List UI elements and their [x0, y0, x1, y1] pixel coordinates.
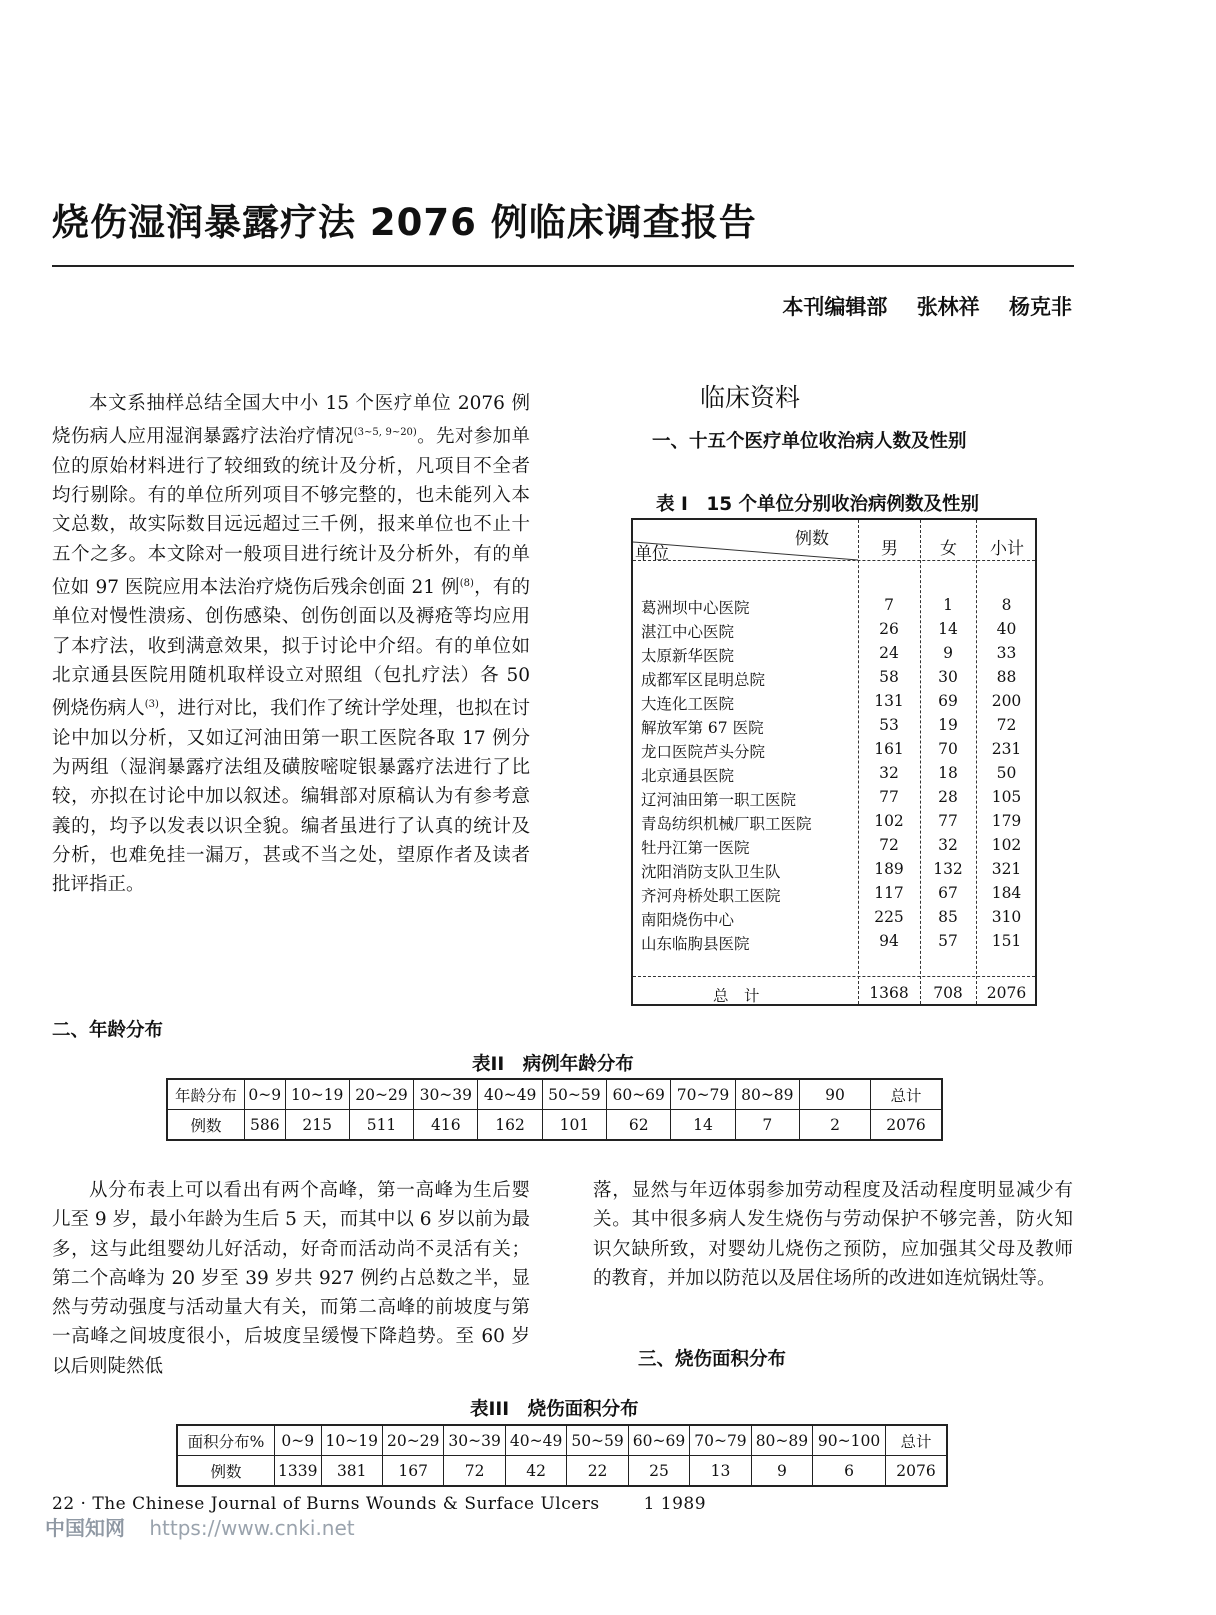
cell: 总计 — [871, 1079, 943, 1110]
cell: 102 — [991, 836, 1022, 854]
cell: 7 — [735, 1110, 799, 1141]
cell: 13 — [690, 1456, 751, 1487]
cell: 20~29 — [349, 1079, 413, 1110]
cell: 189 — [874, 860, 904, 878]
cell: 28 — [938, 788, 958, 806]
cell: 132 — [933, 860, 963, 878]
table-row — [633, 882, 1035, 906]
cell: 90~100 — [813, 1425, 886, 1456]
table-row — [177, 1456, 947, 1487]
cell: 例数 — [177, 1456, 275, 1487]
cell: 60~69 — [607, 1079, 671, 1110]
total-all: 2076 — [986, 984, 1027, 1002]
intro-text-b: 。先对参加单位的原始材料进行了较细致的统计及分析，凡项目不全者均行剔除。有的单位所列项目不够完整的，也未能列入本文总数，故实际数目远远超过三千例，报来单位也不止十五个之多。本文除对一般项目进行统计及分析外，有的单位如 97 医院应用本法治疗烧伤后残余创面 21 例 — [52, 426, 530, 599]
table-row — [633, 738, 1035, 762]
table-row — [633, 834, 1035, 858]
cell: 32 — [938, 836, 958, 854]
cell: 161 — [874, 740, 904, 758]
cell: 1339 — [275, 1456, 322, 1487]
cell: 总计 — [886, 1425, 948, 1456]
cell: 湛江中心医院 — [641, 623, 735, 641]
cell: 7 — [884, 596, 894, 614]
header-count: 例数 — [795, 529, 829, 549]
author-3: 杨克非 — [1009, 295, 1072, 319]
cell: 20~29 — [382, 1425, 443, 1456]
cell: 69 — [938, 692, 958, 710]
cell: 10~19 — [285, 1079, 349, 1110]
table-row — [633, 906, 1035, 930]
cell: 72 — [879, 836, 899, 854]
cell: 大连化工医院 — [641, 695, 735, 713]
citation: (8) — [459, 577, 474, 589]
cell: 94 — [879, 932, 899, 950]
cell: 北京通县医院 — [641, 767, 735, 785]
cell: 72 — [444, 1456, 505, 1487]
cell: 成都军区昆明总院 — [641, 671, 766, 689]
watermark-url[interactable]: https://www.cnki.net — [149, 1516, 355, 1540]
cell: 77 — [879, 788, 899, 806]
cell: 102 — [874, 812, 904, 830]
total-label: 总 计 — [713, 987, 760, 1005]
cell: 2076 — [871, 1110, 943, 1141]
table-row — [167, 1079, 942, 1110]
cell: 26 — [879, 620, 899, 638]
cell: 33 — [996, 644, 1017, 662]
header-male: 男 — [881, 539, 898, 559]
cell: 14 — [671, 1110, 735, 1141]
cell: 162 — [478, 1110, 542, 1141]
cell: 80~89 — [751, 1425, 812, 1456]
cell: 9 — [943, 644, 953, 662]
cell: 184 — [991, 884, 1022, 902]
cell: 18 — [938, 764, 958, 782]
table-row — [633, 930, 1035, 954]
intro-text-a: 本文系抽样总结全国大中小 15 个医疗单位 2076 例烧伤病人应用湿润暴露疗法治疗情况 — [52, 393, 530, 448]
cell: 30~39 — [444, 1425, 505, 1456]
table-row — [633, 762, 1035, 786]
cell: 青岛纺织机械厂职工医院 — [641, 815, 812, 833]
cell: 50 — [996, 764, 1017, 782]
cell: 50~59 — [542, 1079, 606, 1110]
cell: 231 — [991, 740, 1022, 758]
cell: 151 — [991, 932, 1022, 950]
cell: 80~89 — [735, 1079, 799, 1110]
cell: 24 — [879, 644, 899, 662]
cell: 解放军第 67 医院 — [641, 719, 764, 737]
table-3 — [176, 1424, 948, 1487]
cell: 42 — [505, 1456, 566, 1487]
cell: 沈阳消防支队卫生队 — [641, 863, 781, 881]
cell: 19 — [938, 716, 958, 734]
cell: 381 — [321, 1456, 382, 1487]
cell: 215 — [285, 1110, 349, 1141]
cell: 310 — [991, 908, 1022, 926]
cell: 70 — [938, 740, 958, 758]
section-3-heading: 三、烧伤面积分布 — [638, 1349, 787, 1370]
table-row — [633, 810, 1035, 834]
cell: 齐河舟桥处职工医院 — [641, 887, 781, 905]
section-2-heading: 二、年龄分布 — [52, 1020, 164, 1041]
page-footer — [52, 1494, 706, 1514]
header-female: 女 — [940, 539, 957, 559]
cell: 南阳烧伤中心 — [641, 911, 735, 929]
citation: (3~5, 9~20) — [353, 427, 417, 439]
clinical-heading: 临床资料 — [700, 383, 801, 412]
cell: 葛洲坝中心医院 — [641, 599, 750, 617]
cell: 90 — [800, 1079, 871, 1110]
cell: 太原新华医院 — [641, 647, 735, 665]
table-1 — [631, 518, 1037, 1006]
table-row — [633, 690, 1035, 714]
issue-info: 1 1989 — [643, 1494, 707, 1514]
cell: 60~69 — [628, 1425, 689, 1456]
cell: 85 — [938, 908, 958, 926]
table-2-caption: 表II 病例年龄分布 — [472, 1054, 634, 1075]
intro-text-d: ，进行对比，我们作了统计学处理，也拟在讨论中加以分析，又如辽河油田第一职工医院各取 17 例分为两组（湿润暴露疗法组及磺胺嘧啶银暴露疗法进行了比较，亦拟在讨论中加以叙述。编辑部对原稿认为有参考意義的，均予以发表以识全貌。编者虽进行了认真的统计及分析，也难免挂一漏万，甚或不当之处，望原作者及读者批评指正。 — [52, 698, 530, 896]
cell: 0~9 — [275, 1425, 322, 1456]
header-unit: 单位 — [635, 544, 669, 564]
cell: 225 — [874, 908, 904, 926]
table-row — [633, 618, 1035, 642]
cell: 25 — [628, 1456, 689, 1487]
total-female: 708 — [933, 984, 963, 1002]
total-rule — [633, 976, 1035, 977]
table-3-caption: 表III 烧伤面积分布 — [470, 1399, 639, 1420]
cell: 0~9 — [245, 1079, 286, 1110]
cell: 70~79 — [690, 1425, 751, 1456]
table-row — [633, 786, 1035, 810]
author-1: 本刊编辑部 — [782, 295, 888, 319]
cell: 2 — [800, 1110, 871, 1141]
title-rule — [52, 265, 1074, 267]
cell: 57 — [938, 932, 958, 950]
cell: 32 — [879, 764, 899, 782]
cell: 101 — [542, 1110, 606, 1141]
cell: 6 — [813, 1456, 886, 1487]
table-row — [633, 594, 1035, 618]
cell: 例数 — [167, 1110, 245, 1141]
cell: 40~49 — [505, 1425, 566, 1456]
table-row — [633, 858, 1035, 882]
table-2 — [166, 1078, 943, 1141]
cell: 131 — [874, 692, 904, 710]
total-male: 1368 — [869, 984, 909, 1002]
table-1-caption: 表 I 15 个单位分别收治病例数及性别 — [656, 494, 980, 515]
cell: 40 — [996, 620, 1017, 638]
cell: 辽河油田第一职工医院 — [641, 791, 797, 809]
intro-text-c: ，有的单位对慢性溃疡、创伤感染、创伤创面以及褥疮等均应用了本疗法，收到满意效果，拟于讨论中介绍。有的单位如北京通县医院用随机取样设立对照组（包扎疗法）各 50 例烧伤病人 — [52, 577, 530, 720]
age-text-left: 从分布表上可以看出有两个高峰，第一高峰为生后婴儿至 9 岁，最小年龄为生后 5 天，而其中以 6 岁以前为最多，这与此组婴幼儿好活动，好奇而活动尚不灵活有关；第二个高峰为 20 岁至 39 岁共 927 例约占总数之半，显然与劳动强度与活动量大有关，而第二高峰的前坡度与第一高峰之间坡度很小，后坡度呈缓慢下降趋势。至 60 岁以后则陡然低 — [52, 1180, 530, 1377]
citation: (3) — [144, 699, 159, 711]
cell: 511 — [349, 1110, 413, 1141]
cell: 30~39 — [414, 1079, 478, 1110]
table-1-body — [633, 594, 1035, 954]
cell: 年龄分布 — [167, 1079, 245, 1110]
cell: 167 — [382, 1456, 443, 1487]
cell: 586 — [245, 1110, 286, 1141]
cell: 30 — [938, 668, 958, 686]
table-total-row — [633, 982, 1035, 1006]
cell: 牡丹江第一医院 — [641, 839, 750, 857]
cell: 面积分布% — [177, 1425, 275, 1456]
cell: 40~49 — [478, 1079, 542, 1110]
journal-name: The Chinese Journal of Burns Wounds & Surface Ulcers — [92, 1494, 600, 1514]
cell: 1 — [943, 596, 953, 614]
cell: 62 — [607, 1110, 671, 1141]
cell: 70~79 — [671, 1079, 735, 1110]
header-subtotal: 小计 — [990, 539, 1024, 559]
author-2: 张林祥 — [916, 295, 980, 319]
cell: 9 — [751, 1456, 812, 1487]
cell: 88 — [996, 668, 1017, 686]
watermark — [45, 1512, 355, 1541]
table-row — [167, 1110, 942, 1141]
cell: 8 — [1001, 596, 1012, 614]
cell: 22 — [567, 1456, 628, 1487]
intro-paragraph — [52, 389, 530, 900]
cell: 2076 — [886, 1456, 948, 1487]
cell: 77 — [938, 812, 958, 830]
cell: 416 — [414, 1110, 478, 1141]
cell: 72 — [996, 716, 1017, 734]
cell: 105 — [991, 788, 1022, 806]
table-row — [633, 666, 1035, 690]
table-row — [177, 1425, 947, 1456]
cell: 117 — [874, 884, 904, 902]
table-row — [633, 714, 1035, 738]
header-rule — [633, 560, 1035, 561]
cell: 14 — [938, 620, 958, 638]
cell: 179 — [991, 812, 1022, 830]
cell: 53 — [879, 716, 899, 734]
age-text-right: 落，显然与年迈体弱参加劳动程度及活动程度明显减少有关。其中很多病人发生烧伤与劳动保护不够完善，防火知识欠缺所致，对婴幼儿烧伤之预防，应加强其父母及教师的教育，并加以防范以及居住场所的改进如连炕锅灶等。 — [593, 1180, 1073, 1289]
cell: 321 — [991, 860, 1022, 878]
cell: 67 — [938, 884, 958, 902]
section-1-heading: 一、十五个医疗单位收治病人数及性别 — [652, 431, 967, 452]
page-number: 22 · — [52, 1494, 87, 1514]
author-list — [760, 291, 1072, 321]
table-row — [633, 642, 1035, 666]
cnki-logo: 中国知网 — [45, 1516, 125, 1540]
cell: 10~19 — [321, 1425, 382, 1456]
article-title: 烧伤湿润暴露疗法 2076 例临床调查报告 — [52, 201, 757, 244]
cell: 50~59 — [567, 1425, 628, 1456]
cell: 200 — [991, 692, 1022, 710]
cell: 58 — [879, 668, 899, 686]
cell: 龙口医院芦头分院 — [641, 743, 766, 761]
cell: 山东临朐县医院 — [641, 935, 750, 953]
